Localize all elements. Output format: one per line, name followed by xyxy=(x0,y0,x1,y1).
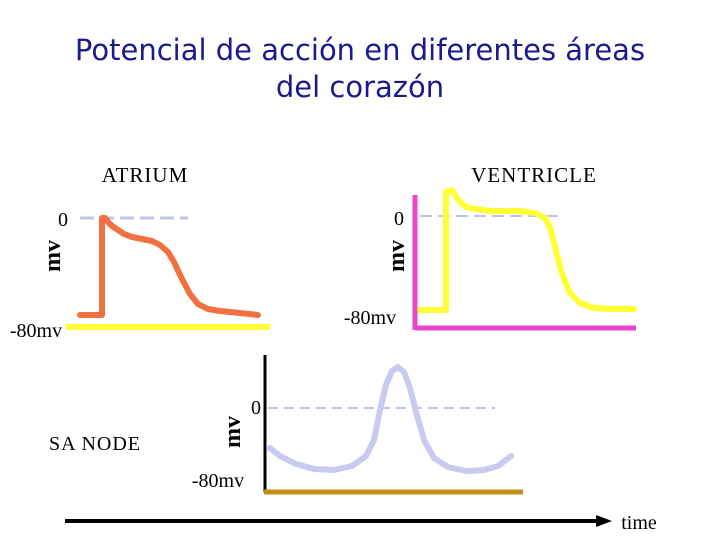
sa-node-min-label: -80mv xyxy=(191,470,245,492)
sa-node-panel xyxy=(49,355,523,492)
time-arrow-head xyxy=(596,515,612,527)
atrium-panel xyxy=(10,163,270,342)
atrium-label: ATRIUM xyxy=(101,163,189,187)
atrium-min-label: -80mv xyxy=(9,320,63,342)
atrium-action-potential-trace xyxy=(80,218,258,315)
ventricle-action-potential-trace xyxy=(420,190,634,310)
time-label: time xyxy=(621,512,657,534)
sa-node-label: SA NODE xyxy=(48,433,142,455)
ventricle-panel xyxy=(344,163,636,330)
title-line-1: Potencial de acción en diferentes áreas xyxy=(74,33,646,67)
title-line-2: del corazón xyxy=(275,70,445,104)
ventricle-unit-label: mv xyxy=(384,240,410,272)
time-axis xyxy=(65,512,657,534)
ventricle-min-label: -80mv xyxy=(343,307,397,329)
atrium-unit-label: mv xyxy=(40,240,66,272)
ventricle-zero-label: 0 xyxy=(394,208,404,230)
sa-node-unit-label: mv xyxy=(220,416,246,448)
ventricle-label: VENTRICLE xyxy=(471,163,597,187)
atrium-zero-label: 0 xyxy=(58,209,68,231)
sa-node-zero-label: 0 xyxy=(251,397,261,419)
sa-node-action-potential-trace xyxy=(270,367,511,471)
